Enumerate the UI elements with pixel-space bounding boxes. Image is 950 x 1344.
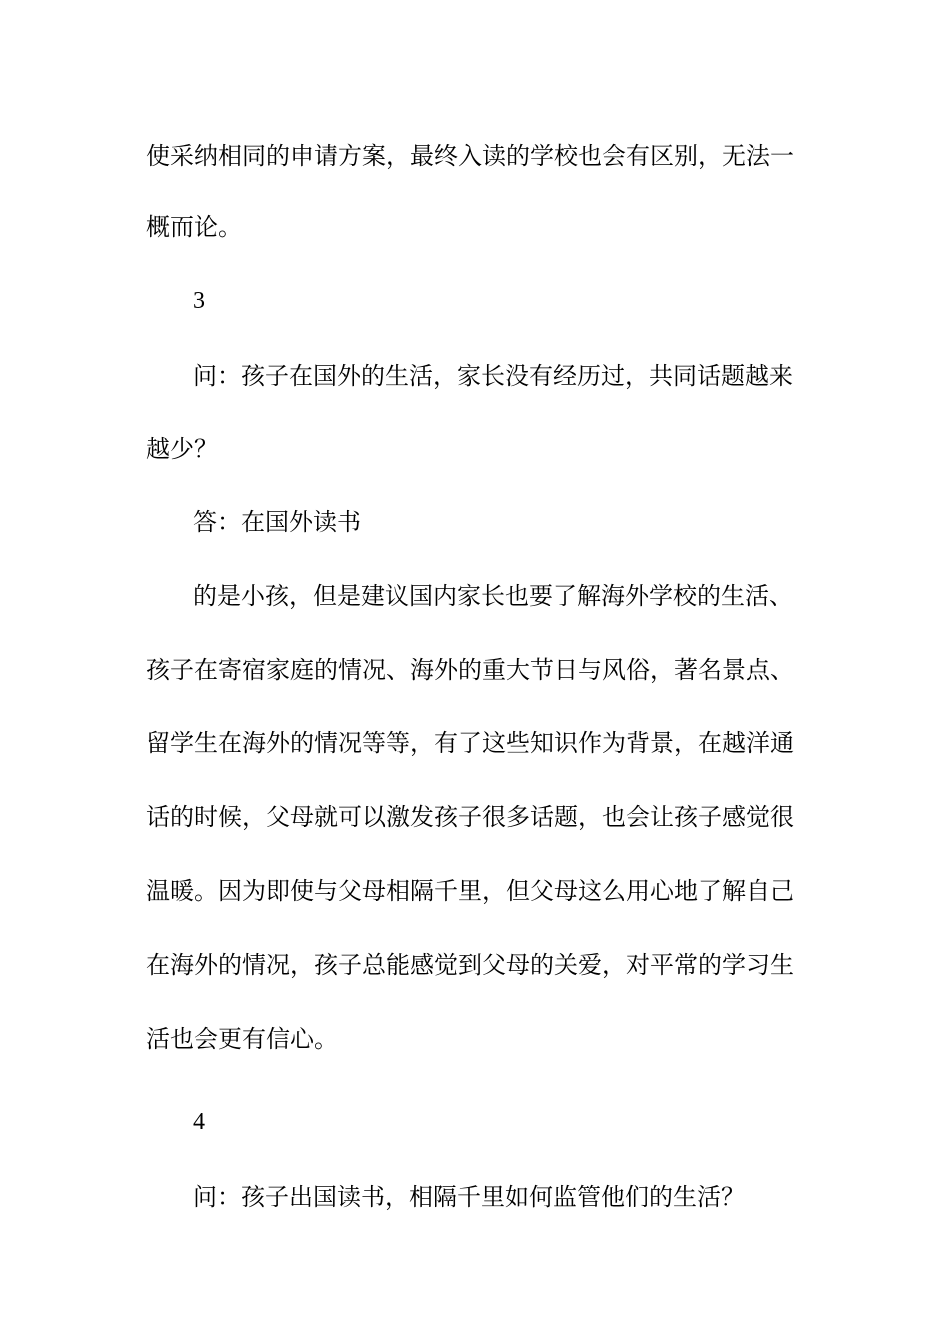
question-line: 越少？ [146,435,218,463]
question-line: 问：孩子在国外的生活，家长没有经历过，共同话题越来 [193,362,793,390]
answer-line: 温暖。因为即使与父母相隔千里，但父母这么用心地了解自己 [146,877,794,905]
answer-line: 的是小孩，但是建议国内家长也要了解海外学校的生活、 [193,582,793,610]
answer-line: 孩子在寄宿家庭的情况、海外的重大节日与风俗，著名景点、 [146,656,794,684]
paragraph-line: 概而论。 [146,213,242,241]
section-number: 3 [193,288,205,314]
section-number: 4 [193,1109,205,1135]
answer-line: 留学生在海外的情况等等，有了这些知识作为背景，在越洋通 [146,729,794,757]
question-line: 问：孩子出国读书，相隔千里如何监管他们的生活？ [193,1183,745,1211]
answer-line: 活也会更有信心。 [146,1025,338,1053]
answer-line: 在海外的情况，孩子总能感觉到父母的关爱，对平常的学习生 [146,951,794,979]
answer-line: 话的时候，父母就可以激发孩子很多话题，也会让孩子感觉很 [146,803,794,831]
answer-intro: 答：在国外读书 [193,508,361,536]
paragraph-line: 使采纳相同的申请方案，最终入读的学校也会有区别，无法一 [146,142,794,170]
